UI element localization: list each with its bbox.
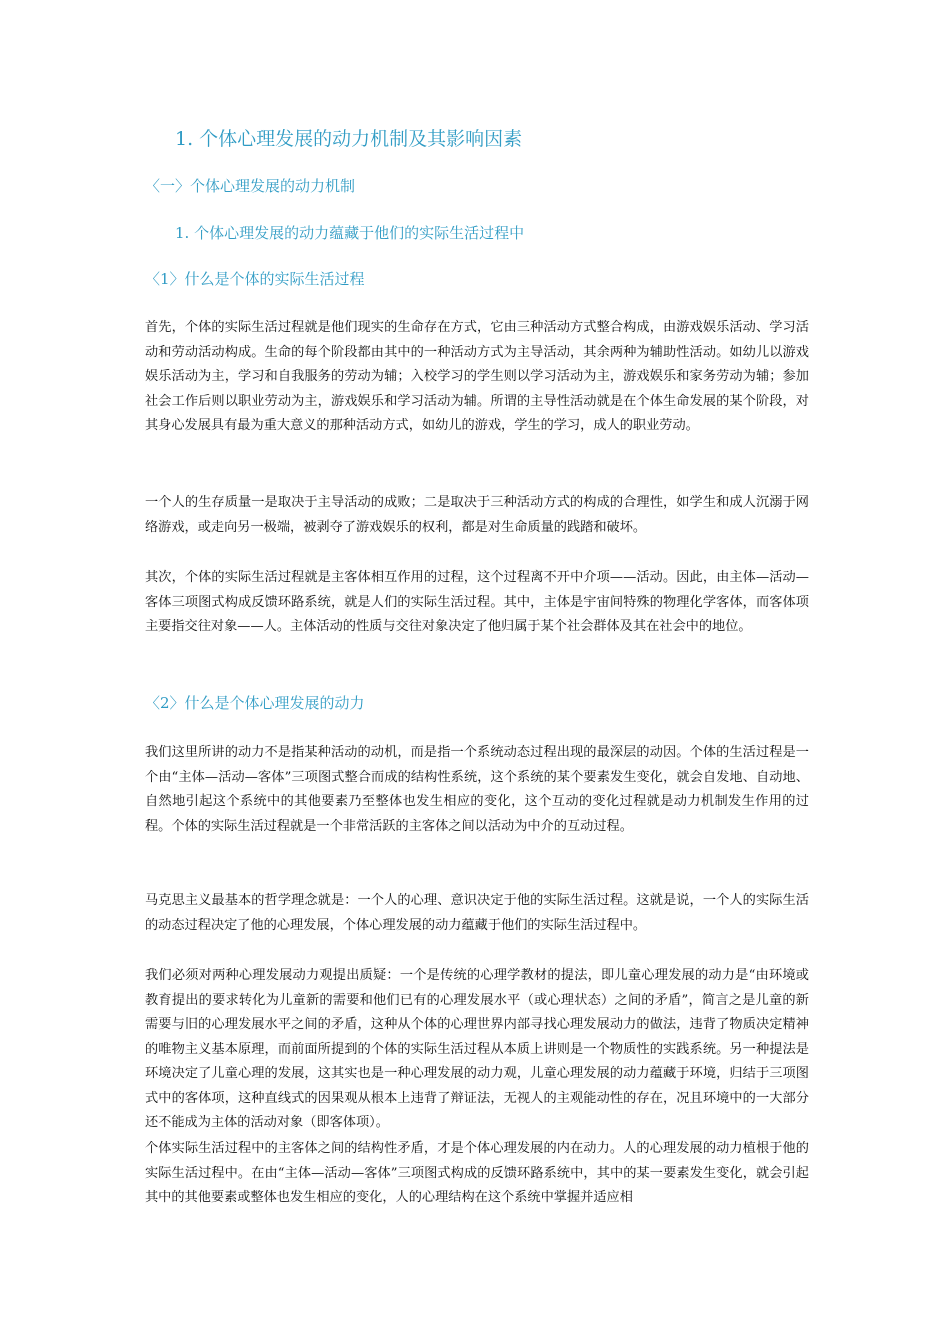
paragraph: 首先，个体的实际生活过程就是他们现实的生命存在方式，它由三种活动方式整合构成，由游戏娱乐活动、学习活动和劳动活动构成。生命的每个阶段都由其中的一种活动方式为主导活动，其余两种为辅助性活动。如幼儿以游戏娱乐活动为主，学习和自我服务的劳动为辅；入校学习的学生则以学习活动为主，游戏娱乐和家务劳动为辅；参加社会工作后则以职业劳动为主，游戏娱乐和学习活动为辅。所谓的主导性活动就是在个体生命发展的某个阶段，对其身心发展具有最为重大意义的那种活动方式，如幼儿的游戏，学生的学习，成人的职业劳动。 [145,320,809,433]
paragraph: 马克思主义最基本的哲学理念就是：一个人的心理、意识决定于他的实际生活过程。这就是说，一个人的实际生活的动态过程决定了他的心理发展，个体心理发展的动力蕴藏于他们的实际生活过程中。 [145,893,809,933]
paragraph: 一个人的生存质量一是取决于主导活动的成败；二是取决于三种活动方式的构成的合理性，如学生和成人沉溺于网络游戏，或走向另一极端，被剥夺了游戏娱乐的权利，都是对生命质量的践踏和破坏。 [145,495,809,535]
section-heading: 〈一〉个体心理发展的动力机制 [145,177,356,195]
subsection-heading: 1. 个体心理发展的动力蕴藏于他们的实际生活过程中 [175,224,525,242]
main-heading: 1. 个体心理发展的动力机制及其影响因素 [175,128,523,150]
paragraph: 个体实际生活过程中的主客体之间的结构性矛盾，才是个体心理发展的内在动力。人的心理发展的动力植根于他的实际生活过程中。在由“主体—活动—客体”三项图式构成的反馈环路系统中，其中的某一要素发生变化，就会引起其中的其他要素或整体也发生相应的变化，人的心理结构在这个系统中掌握并适应相 [145,1141,809,1205]
paragraph: 我们这里所讲的动力不是指某种活动的动机，而是指一个系统动态过程出现的最深层的动因。个体的生活过程是一个由“主体—活动—客体”三项图式整合而成的结构性系统，这个系统的某个要素发生变化，就会自发地、自动地、自然地引起这个系统中的其他要素乃至整体也发生相应的变化，这个互动的变化过程就是动力机制发生作用的过程。个体的实际生活过程就是一个非常活跃的主客体之间以活动为中介的互动过程。 [145,745,809,834]
paragraph: 我们必须对两种心理发展动力观提出质疑：一个是传统的心理学教材的提法，即儿童心理发展的动力是“由环境或教育提出的要求转化为儿童新的需要和他们已有的心理发展水平（或心理状态）之间的矛盾”，简言之是儿童的新需要与旧的心理发展水平之间的矛盾，这种从个体的心理世界内部寻找心理发展动力的做法，违背了物质决定精神的唯物主义基本原理，而前面所提到的个体的实际生活过程从本质上讲则是一个物质性的实践系统。另一种提法是环境决定了儿童心理的发展，这其实也是一种心理发展的动力观，儿童心理发展的动力蕴藏于环境，归结于三项图式中的客体项，这种直线式的因果观从根本上违背了辩证法，无视人的主观能动性的存在，况且环境中的一大部分还不能成为主体的活动对象（即客体项）。 [145,968,809,1130]
question-heading-2: 〈2〉什么是个体心理发展的动力 [145,694,365,712]
question-heading-1: 〈1〉什么是个体的实际生活过程 [145,270,365,288]
paragraph: 其次，个体的实际生活过程就是主客体相互作用的过程，这个过程离不开中介项——活动。因此，由主体—活动—客体三项图式构成反馈环路系统，就是人们的实际生活过程。其中，主体是宇宙间特殊的物理化学客体，而客体项主要指交往对象——人。主体活动的性质与交往对象决定了他归属于某个社会群体及其在社会中的地位。 [145,570,809,634]
